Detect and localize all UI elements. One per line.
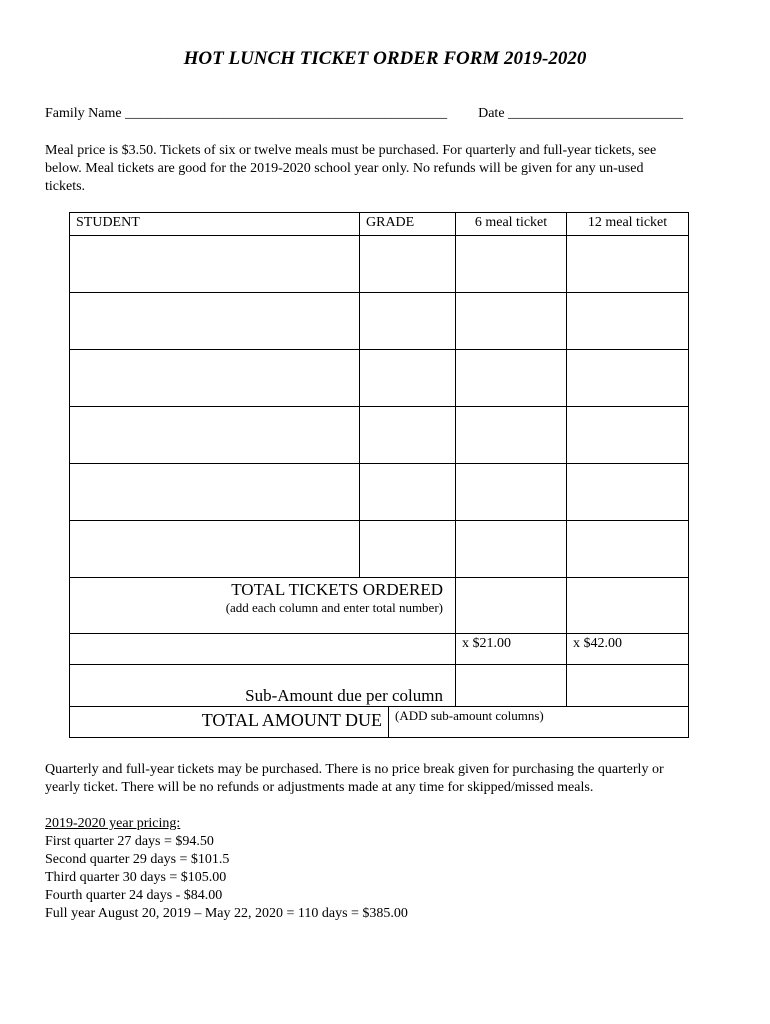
total-tickets-label: TOTAL TICKETS ORDERED xyxy=(231,580,443,599)
six-meal-cell[interactable] xyxy=(456,407,567,464)
student-cell[interactable] xyxy=(70,464,360,521)
total-due-note[interactable]: (ADD sub-amount columns) xyxy=(395,708,544,723)
quarterly-paragraph xyxy=(45,761,664,797)
table-row xyxy=(70,521,689,578)
student-cell[interactable] xyxy=(70,236,360,293)
table-row xyxy=(70,236,689,293)
price-12-meal: x $42.00 xyxy=(567,634,689,665)
quarterly-line-2: yearly ticket. There will be no refunds or adjustments made at any time for skipped/missed meals. xyxy=(45,780,594,795)
six-meal-cell[interactable] xyxy=(456,464,567,521)
family-name-field[interactable]: ______________________________________________ xyxy=(125,106,448,121)
table-header-row xyxy=(70,213,689,236)
pricing-item: Full year August 20, 2019 – May 22, 2020 = 110 days = $385.00 xyxy=(45,906,408,921)
student-cell[interactable] xyxy=(70,293,360,350)
twelve-meal-cell[interactable] xyxy=(567,350,689,407)
total-tickets-note: (add each column and enter total number) xyxy=(225,600,443,615)
total-due-row xyxy=(70,707,689,738)
pricing-item: Fourth quarter 24 days - $84.00 xyxy=(45,888,223,903)
header-student: STUDENT xyxy=(76,215,140,230)
pricing-item: Third quarter 30 days = $105.00 xyxy=(45,870,227,885)
student-cell[interactable] xyxy=(70,407,360,464)
family-date-row xyxy=(45,106,683,122)
grade-cell[interactable] xyxy=(360,464,456,521)
header-grade: GRADE xyxy=(366,215,415,230)
price-row-blank xyxy=(70,634,456,665)
header-12-meal: 12 meal ticket xyxy=(587,215,668,230)
pricing-heading: 2019-2020 year pricing: xyxy=(45,816,181,831)
six-meal-cell[interactable] xyxy=(456,350,567,407)
price-6-meal: x $21.00 xyxy=(456,634,567,665)
sub-amount-label: Sub-Amount due per column xyxy=(245,686,443,705)
grade-cell[interactable] xyxy=(360,236,456,293)
intro-line-1: Meal price is $3.50. Tickets of six or twelve meals must be purchased. For quarterly and full-year tickets, see xyxy=(45,143,657,158)
six-meal-cell[interactable] xyxy=(456,236,567,293)
sub-amount-6-cell[interactable] xyxy=(456,665,567,707)
student-cell[interactable] xyxy=(70,521,360,578)
family-name-label: Family Name xyxy=(45,106,122,121)
grade-cell[interactable] xyxy=(360,407,456,464)
table-row xyxy=(70,293,689,350)
order-table xyxy=(69,212,689,738)
twelve-meal-cell[interactable] xyxy=(567,293,689,350)
intro-paragraph xyxy=(45,142,656,196)
intro-line-3: tickets. xyxy=(45,179,86,194)
date-label: Date xyxy=(478,106,505,121)
sub-amount-row xyxy=(70,665,689,707)
twelve-meal-cell[interactable] xyxy=(567,236,689,293)
total-12-meal-cell[interactable] xyxy=(567,578,689,634)
table-row xyxy=(70,464,689,521)
total-6-meal-cell[interactable] xyxy=(456,578,567,634)
six-meal-cell[interactable] xyxy=(456,521,567,578)
total-due-label: TOTAL AMOUNT DUE xyxy=(70,707,389,737)
grade-cell[interactable] xyxy=(360,293,456,350)
header-6-meal: 6 meal ticket xyxy=(474,215,548,230)
form-title: HOT LUNCH TICKET ORDER FORM 2019-2020 xyxy=(183,48,587,69)
total-tickets-row xyxy=(70,578,689,634)
date-field[interactable]: _________________________ xyxy=(508,106,684,121)
twelve-meal-cell[interactable] xyxy=(567,521,689,578)
price-row xyxy=(70,634,689,665)
intro-line-2: below. Meal tickets are good for the 2019-2020 school year only. No refunds will be given for any un-used xyxy=(45,161,644,176)
grade-cell[interactable] xyxy=(360,350,456,407)
pricing-list xyxy=(45,815,408,923)
six-meal-cell[interactable] xyxy=(456,293,567,350)
pricing-item: Second quarter 29 days = $101.5 xyxy=(45,852,230,867)
grade-cell[interactable] xyxy=(360,521,456,578)
pricing-item: First quarter 27 days = $94.50 xyxy=(45,834,214,849)
twelve-meal-cell[interactable] xyxy=(567,464,689,521)
table-row xyxy=(70,407,689,464)
student-cell[interactable] xyxy=(70,350,360,407)
table-row xyxy=(70,350,689,407)
twelve-meal-cell[interactable] xyxy=(567,407,689,464)
sub-amount-12-cell[interactable] xyxy=(567,665,689,707)
quarterly-line-1: Quarterly and full-year tickets may be purchased. There is no price break given for purchasing the quarterly or xyxy=(45,762,664,777)
